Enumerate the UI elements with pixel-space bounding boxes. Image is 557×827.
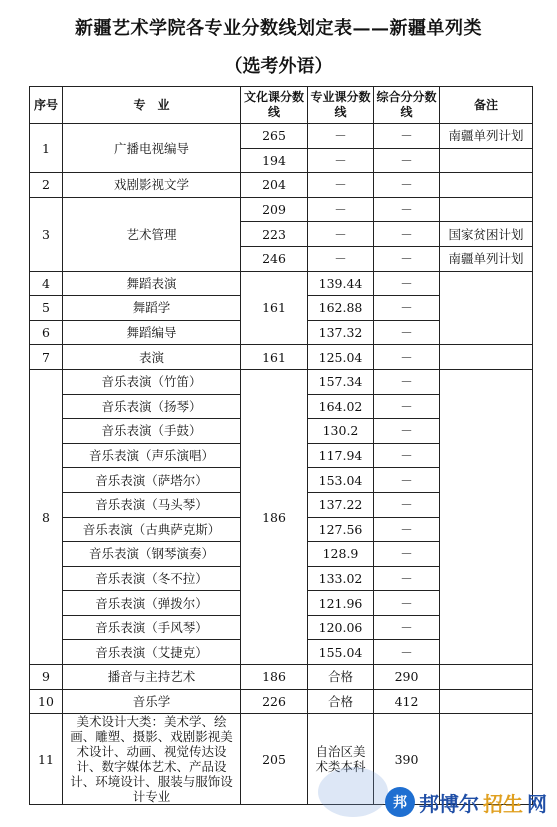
- cell-total: －: [374, 419, 440, 444]
- cell-culture: 186: [241, 369, 308, 664]
- cell-pro: 117.94: [308, 443, 374, 468]
- cell-total: －: [374, 320, 440, 345]
- cell-pro: 157.34: [308, 369, 374, 394]
- cell-pro: 162.88: [308, 296, 374, 321]
- cell-note: 南疆单列计划: [440, 246, 533, 271]
- cell-note: [440, 345, 533, 370]
- cell-major: 音乐表演（马头琴）: [63, 492, 241, 517]
- cell-no: 5: [30, 296, 63, 321]
- cell-pro: －: [308, 197, 374, 222]
- cell-major: 音乐表演（古典萨克斯）: [63, 517, 241, 542]
- cell-total: －: [374, 591, 440, 616]
- cell-major: 音乐表演（艾捷克）: [63, 640, 241, 665]
- cell-total: －: [374, 517, 440, 542]
- cell-major: 音乐表演（扬琴）: [63, 394, 241, 419]
- watermark: [385, 787, 547, 817]
- cell-pro: －: [308, 246, 374, 271]
- table-row: [30, 197, 533, 222]
- cell-major: 舞蹈编导: [63, 320, 241, 345]
- cell-total: －: [374, 394, 440, 419]
- cell-culture: 265: [241, 124, 308, 149]
- cell-major: 音乐表演（钢琴演奏）: [63, 542, 241, 567]
- cell-major: 音乐表演（弹拨尔）: [63, 591, 241, 616]
- cell-culture: 246: [241, 246, 308, 271]
- cell-major: 艺术管理: [63, 197, 241, 271]
- cell-pro: 164.02: [308, 394, 374, 419]
- cell-pro: 128.9: [308, 542, 374, 567]
- watermark-logo-icon: 邦: [385, 787, 415, 817]
- cell-pro: 133.02: [308, 566, 374, 591]
- cell-total: －: [374, 124, 440, 149]
- cell-no: 10: [30, 689, 63, 714]
- cell-pro: 120.06: [308, 615, 374, 640]
- cell-pro: 合格: [308, 665, 374, 690]
- cell-total: －: [374, 492, 440, 517]
- cell-culture: 161: [241, 271, 308, 345]
- cell-culture: 194: [241, 148, 308, 173]
- cell-no: 7: [30, 345, 63, 370]
- cell-pro: －: [308, 148, 374, 173]
- cell-total: －: [374, 246, 440, 271]
- header-major: 专 业: [63, 87, 241, 124]
- cell-total: 412: [374, 689, 440, 714]
- cell-no: 11: [30, 714, 63, 805]
- watermark-text: 邦博尔: [419, 791, 479, 816]
- cell-major: 音乐表演（手鼓）: [63, 419, 241, 444]
- cell-culture: 161: [241, 345, 308, 370]
- header-total: 综合分分数线: [374, 87, 440, 124]
- table-row: [30, 665, 533, 690]
- cell-total: －: [374, 222, 440, 247]
- cell-pro: 137.32: [308, 320, 374, 345]
- table-row: [30, 124, 533, 149]
- cell-no: 3: [30, 197, 63, 271]
- table-row: [30, 369, 533, 394]
- cell-total: 390: [374, 714, 440, 805]
- cell-total: －: [374, 542, 440, 567]
- page-title: 新疆艺术学院各专业分数线划定表——新疆单列类: [75, 18, 482, 39]
- cell-total: 290: [374, 665, 440, 690]
- cell-culture: 223: [241, 222, 308, 247]
- cell-no: 1: [30, 124, 63, 173]
- table-row: [30, 173, 533, 198]
- cell-pro: 155.04: [308, 640, 374, 665]
- cell-culture: 226: [241, 689, 308, 714]
- cell-pro: 130.2: [308, 419, 374, 444]
- header-no: 序号: [30, 87, 63, 124]
- cell-culture: 186: [241, 665, 308, 690]
- cell-note: [440, 689, 533, 714]
- cell-no: 2: [30, 173, 63, 198]
- header-pro: 专业课分数线: [308, 87, 374, 124]
- watermark-gold-text: 招生: [483, 791, 523, 816]
- cell-total: －: [374, 296, 440, 321]
- table-header-row: [30, 87, 533, 124]
- cell-total: －: [374, 173, 440, 198]
- cell-major: 表演: [63, 345, 241, 370]
- cell-major: 音乐表演（声乐演唱）: [63, 443, 241, 468]
- cell-culture: 209: [241, 197, 308, 222]
- table-row: [30, 271, 533, 296]
- cell-note: [440, 665, 533, 690]
- watermark-tail: 网: [527, 791, 547, 816]
- cell-total: －: [374, 345, 440, 370]
- cell-total: －: [374, 468, 440, 493]
- cell-pro: 127.56: [308, 517, 374, 542]
- watermark-blob: [318, 767, 388, 817]
- cell-pro: 137.22: [308, 492, 374, 517]
- header-note: 备注: [440, 87, 533, 124]
- page-subtitle: （选考外语）: [224, 56, 333, 77]
- cell-pro: 153.04: [308, 468, 374, 493]
- cell-note: [440, 271, 533, 345]
- cell-total: －: [374, 197, 440, 222]
- cell-major: 广播电视编导: [63, 124, 241, 173]
- cell-total: －: [374, 566, 440, 591]
- cell-pro: 自治区美术类本科: [308, 714, 374, 805]
- cell-major: 音乐表演（手风琴）: [63, 615, 241, 640]
- cell-culture: 205: [241, 714, 308, 805]
- cell-note: [440, 369, 533, 664]
- cell-major: 音乐表演（萨塔尔）: [63, 468, 241, 493]
- cell-pro: 合格: [308, 689, 374, 714]
- cell-pro: 125.04: [308, 345, 374, 370]
- cell-major: 美术设计大类：美术学、绘画、雕塑、摄影、戏剧影视美术设计、动画、视觉传达设计、数字媒体艺术、产品设计、环境设计、服装与服饰设计专业: [63, 714, 241, 805]
- score-table: [29, 86, 533, 805]
- cell-pro: 121.96: [308, 591, 374, 616]
- table-row: [30, 345, 533, 370]
- cell-total: －: [374, 615, 440, 640]
- cell-note: 国家贫困计划: [440, 222, 533, 247]
- cell-major: 音乐表演（竹笛）: [63, 369, 241, 394]
- cell-no: 4: [30, 271, 63, 296]
- cell-note: 南疆单列计划: [440, 124, 533, 149]
- table-row: [30, 689, 533, 714]
- cell-major: 戏剧影视文学: [63, 173, 241, 198]
- cell-no: 9: [30, 665, 63, 690]
- cell-note: [440, 148, 533, 173]
- cell-no: 6: [30, 320, 63, 345]
- cell-total: －: [374, 640, 440, 665]
- cell-major: 播音与主持艺术: [63, 665, 241, 690]
- cell-major: 音乐学: [63, 689, 241, 714]
- cell-pro: －: [308, 173, 374, 198]
- cell-note: [440, 197, 533, 222]
- cell-pro: －: [308, 222, 374, 247]
- cell-total: －: [374, 369, 440, 394]
- cell-total: －: [374, 148, 440, 173]
- cell-pro: 139.44: [308, 271, 374, 296]
- cell-note: [440, 173, 533, 198]
- cell-major: 音乐表演（冬不拉）: [63, 566, 241, 591]
- cell-major: 舞蹈学: [63, 296, 241, 321]
- header-culture: 文化课分数线: [241, 87, 308, 124]
- cell-total: －: [374, 271, 440, 296]
- cell-culture: 204: [241, 173, 308, 198]
- cell-pro: －: [308, 124, 374, 149]
- cell-no: 8: [30, 369, 63, 664]
- cell-major: 舞蹈表演: [63, 271, 241, 296]
- cell-total: －: [374, 443, 440, 468]
